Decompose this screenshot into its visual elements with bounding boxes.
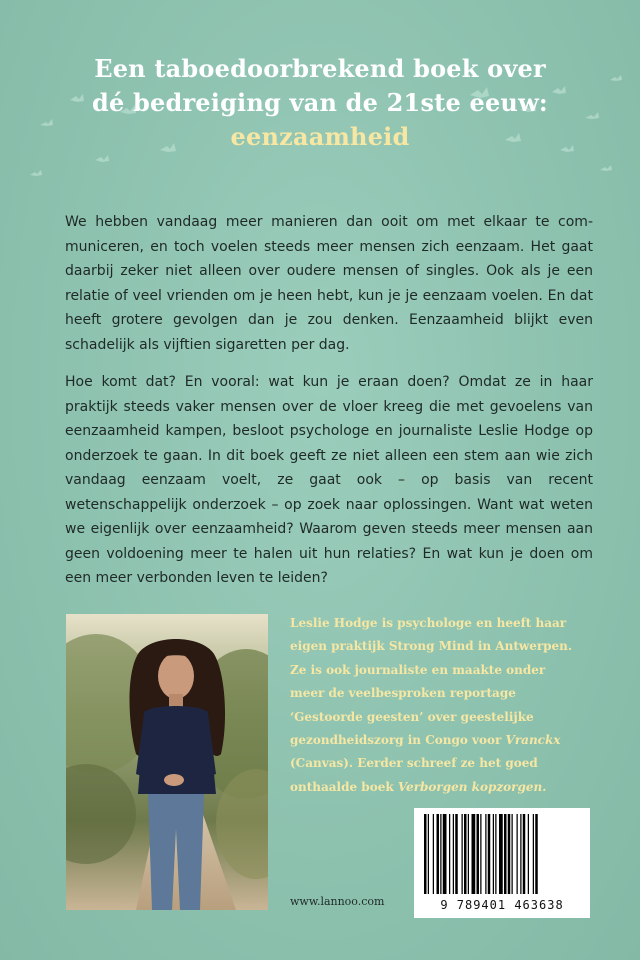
- author-photo: [66, 614, 268, 910]
- author-photo-illustration: [66, 614, 268, 910]
- barcode-bar: [535, 814, 538, 894]
- barcode-bar: [517, 814, 518, 894]
- blurb-paragraph-1: We hebben vandaag meer manieren dan ooit om met elkaar te com-municeren, en toch voelen steeds meer mensen zich eenzaam. Het gaat daarbij zeker niet alleen over oudere mensen of singles. Ook als je een relatie of veel vrienden om je heen hebt, kun je je eenzaam voelen. En dat heeft grotere gevolgen dan je zou denken. Eenzaamheid blijkt even schadelijk als vijftien sigaretten per dag.: [65, 214, 593, 353]
- barcode-bar: [462, 814, 463, 894]
- barcode-bar: [440, 814, 441, 894]
- barcode-bar: [433, 814, 434, 894]
- barcode-bar: [499, 814, 503, 894]
- barcode-bar: [428, 814, 429, 894]
- author-bio-text: Leslie Hodge is psychologe en heeft haar eigen praktijk Strong Mind in Antwerpen. Ze is ook journaliste en maakte onder meer de veelbesproken reportage ‘Gestoorde geesten’ over geestelijke gezondheidszorg in Congo voor: [290, 616, 573, 748]
- barcode-bar: [437, 814, 440, 894]
- barcode-bar: [528, 814, 529, 894]
- barcode-bar: [472, 814, 476, 894]
- barcode-bar: [493, 814, 494, 894]
- author-bio: [290, 612, 580, 799]
- barcode-bar: [455, 814, 458, 894]
- barcode-bar: [449, 814, 450, 894]
- headline: [40, 52, 600, 154]
- barcode-bar: [477, 814, 480, 894]
- headline-line-1: Een taboedoorbrekend boek over: [94, 54, 546, 83]
- barcode-bar: [424, 814, 427, 894]
- isbn-barcode: [414, 808, 590, 918]
- author-bio-text-2: (Canvas). Eerder schreef ze het goed onthaalde boek: [290, 756, 538, 794]
- headline-accent: eenzaamheid: [230, 122, 410, 151]
- barcode-bar: [520, 814, 521, 894]
- publisher-website: www.lannoo.com: [290, 895, 385, 908]
- isbn-number: 9 789401 463638: [440, 898, 564, 912]
- barcode-bar: [480, 814, 481, 894]
- barcode-bar: [504, 814, 507, 894]
- barcode-bar: [464, 814, 467, 894]
- barcode-bar: [508, 814, 511, 894]
- blurb-paragraph-2: Hoe komt dat? En vooral: wat kun je eraan doen? Omdat ze in haar praktijk steeds vaker mensen over de vloer kreeg die met gevoelens van eenzaamheid kampen, besloot psychologe en journaliste Leslie Hodge op onderzoek te gaan. In dit boek geeft ze niet alleen een stem aan wie zich vandaag eenzaam voelt, ze gaat ook – op basis van recent wetenschappelijk onderzoek – op zoek naar oplossingen. Want wat weten we eigenlijk over eenzaamheid? Waarom geven steeds meer mensen aan geen voldoening meer te halen uit hun relaties? En wat kun je doen om een meer verbonden leven te leiden?: [65, 374, 593, 586]
- barcode-bar: [495, 814, 496, 894]
- barcode-bar: [523, 814, 526, 894]
- barcode-bar: [468, 814, 469, 894]
- barcode-bars: [424, 814, 580, 894]
- barcode-bar: [485, 814, 486, 894]
- barcode-bar: [512, 814, 513, 894]
- headline-line-2: dé bedreiging van de 21ste eeuw:: [92, 88, 548, 117]
- barcode-bar: [533, 814, 534, 894]
- author-bio-book-title: Verborgen kopzorgen: [397, 779, 543, 794]
- barcode-bar: [453, 814, 454, 894]
- barcode-bar: [488, 814, 491, 894]
- barcode-bar: [443, 814, 447, 894]
- author-bio-show-title: Vranckx: [505, 733, 561, 748]
- author-bio-end: .: [542, 779, 547, 794]
